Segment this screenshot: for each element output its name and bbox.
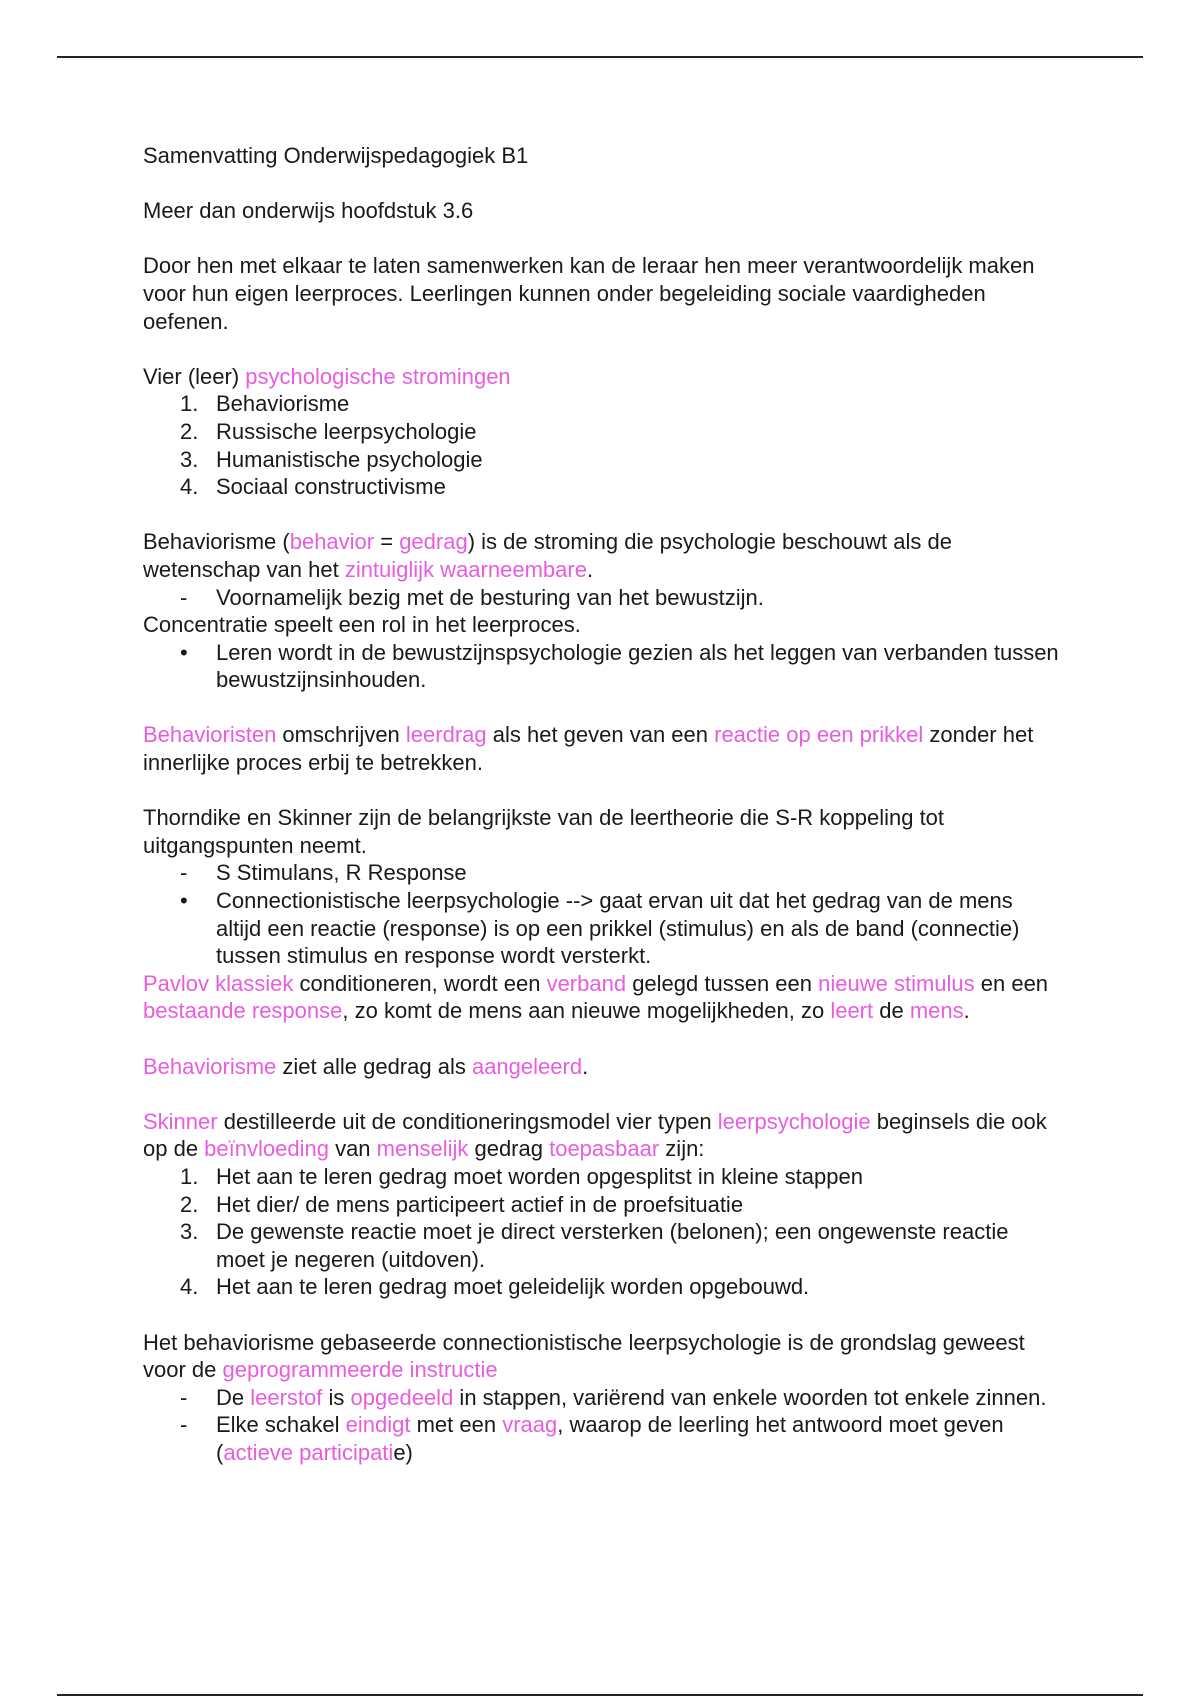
dash-marker: - — [180, 1412, 188, 1438]
dash-marker: - — [180, 1384, 188, 1410]
highlight-opgedeeld: opgedeeld — [350, 1384, 454, 1410]
highlight-behavioristen: Behavioristen — [143, 722, 277, 748]
list-number: 3. — [180, 1219, 199, 1245]
text-run: omschrijven — [276, 722, 406, 748]
streams-prefix: Vier (leer) — [143, 363, 246, 389]
skinner-list — [143, 1163, 1063, 1301]
list-item — [143, 584, 1063, 612]
text-run: beginsels die ook op de — [143, 1108, 1047, 1162]
thorndike-paragraph: Thorndike en Skinner zijn de belangrijkste van de leertheorie die S-R koppeling tot uitgangspunten neemt. — [143, 805, 945, 858]
text-run: De — [216, 1384, 251, 1410]
list-item-text: Russische leerpsychologie — [216, 418, 477, 444]
behaviorists-paragraph — [143, 721, 1063, 776]
list-item — [143, 1191, 1063, 1219]
list-item-text: Behaviorisme — [216, 391, 350, 417]
text-run: van — [328, 1136, 377, 1162]
text-run: Elke schakel — [216, 1412, 346, 1438]
text-run: . — [582, 1053, 589, 1079]
list-item-text: Het aan te leren gedrag moet worden opgesplitst in kleine stappen — [216, 1163, 863, 1189]
highlight-vraag: vraag — [502, 1412, 558, 1438]
highlight-toepasbaar: toepasbaar — [549, 1136, 660, 1162]
highlight-psychologische-stromingen: psychologische stromingen — [245, 363, 511, 389]
text-run: conditioneren, wordt een — [293, 970, 547, 996]
bullet-marker: • — [180, 888, 188, 914]
list-item — [143, 639, 1063, 694]
highlight-leerdrag: leerdrag — [405, 722, 487, 748]
document-title: Samenvatting Onderwijspedagogiek B1 — [143, 143, 529, 168]
text-run: de — [873, 998, 910, 1024]
highlight-geprogrammeerde-instructie: geprogrammeerde instructie — [222, 1357, 498, 1383]
highlight-menselijk: menselijk — [376, 1136, 469, 1162]
bullet-marker: • — [180, 639, 188, 665]
highlight-reactie-op-een-prikkel: reactie op een prikkel — [714, 722, 924, 748]
concentration-line: Concentratie speelt een rol in het leerproces. — [143, 612, 581, 638]
list-item-text: Sociaal constructivisme — [216, 474, 446, 500]
highlight-behavior: behavior — [289, 529, 375, 555]
behaviorism-bullet-list — [143, 639, 1063, 694]
bottom-rule — [57, 1694, 1143, 1696]
dash-marker: - — [180, 584, 188, 610]
text-run: destilleerde uit de conditioneringsmodel vier typen — [217, 1108, 718, 1134]
highlight-eindigt: eindigt — [345, 1412, 411, 1438]
streams-heading — [143, 363, 1063, 391]
text-run: , waarop de leerling het antwoord moet geven ( — [216, 1412, 1004, 1465]
list-number: 1. — [180, 1163, 199, 1189]
list-item-text: De gewenste reactie moet je direct versterken (belonen); een ongewenste reactie moet je negeren (uitdoven). — [216, 1219, 1009, 1272]
list-item — [143, 418, 1063, 446]
highlight-pavlov-klassiek: Pavlov klassiek — [143, 970, 294, 996]
highlight-beinvloeding: beïnvloeding — [204, 1136, 329, 1162]
highlight-bestaande-response: bestaande response — [143, 998, 343, 1024]
intro-paragraph: Door hen met elkaar te laten samenwerken kan de leraar hen meer verantwoordelijk maken voor hun eigen leerproces. Leerlingen kunnen onder begeleiding sociale vaardigheden oefenen. — [143, 253, 1035, 334]
text-run: gelegd tussen een — [626, 970, 819, 996]
list-item-text: Voornamelijk bezig met de besturing van het bewustzijn. — [216, 584, 764, 610]
list-item-text: Leren wordt in de bewustzijnspsychologie gezien als het leggen van verbanden tussen bewustzijnsinhouden. — [216, 639, 1059, 693]
list-number: 2. — [180, 1191, 199, 1217]
behaviorism-dash-list — [143, 584, 1063, 612]
list-item — [143, 1163, 1063, 1191]
text-run: = — [374, 529, 400, 555]
list-item — [143, 1384, 1063, 1412]
list-item-text: S Stimulans, R Response — [216, 860, 467, 886]
programmed-paragraph — [143, 1329, 1063, 1384]
highlight-mens: mens — [909, 998, 964, 1024]
text-run: gedrag — [468, 1136, 550, 1162]
highlight-leert: leert — [830, 998, 874, 1024]
highlight-verband: verband — [546, 970, 627, 996]
text-run: . — [963, 998, 970, 1024]
text-run: e) — [393, 1439, 413, 1465]
chapter-heading: Meer dan onderwijs hoofdstuk 3.6 — [143, 198, 474, 224]
highlight-leerpsychologie: leerpsychologie — [717, 1108, 871, 1134]
text-run: , zo komt de mens aan nieuwe mogelijkheden, zo — [342, 998, 831, 1024]
list-item-text: Het aan te leren gedrag moet geleidelijk worden opgebouwd. — [216, 1274, 810, 1300]
highlight-skinner: Skinner — [143, 1108, 218, 1134]
text-run: en een — [974, 970, 1049, 996]
thorndike-list — [143, 859, 1063, 969]
list-number: 1. — [180, 391, 199, 417]
pavlov-paragraph — [143, 970, 1063, 1025]
text-run: Het behaviorisme gebaseerde connectionistische leerpsychologie is de grondslag geweest voor de — [143, 1329, 1025, 1383]
list-item — [143, 1273, 1063, 1301]
highlight-leerstof: leerstof — [250, 1384, 323, 1410]
text-run: zijn: — [659, 1136, 705, 1162]
dash-marker: - — [180, 860, 188, 886]
text-run: Behaviorisme ( — [143, 529, 290, 555]
text-run: in stappen, variërend van enkele woorden tot enkele zinnen. — [453, 1384, 1047, 1410]
list-number: 4. — [180, 474, 199, 500]
text-run: met een — [410, 1412, 503, 1438]
highlight-zintuiglijk-waarneembare: zintuiglijk waarneembare — [344, 556, 587, 582]
top-rule — [57, 56, 1143, 58]
learned-paragraph — [143, 1053, 1063, 1081]
text-run: is — [322, 1384, 351, 1410]
behaviorism-definition — [143, 528, 1063, 583]
highlight-actieve-participatie: actieve participati — [223, 1439, 394, 1465]
skinner-paragraph — [143, 1108, 1063, 1163]
list-item — [143, 390, 1063, 418]
list-item — [143, 446, 1063, 474]
streams-list — [143, 390, 1063, 500]
text-run: zonder het innerlijke proces erbij te betrekken. — [143, 722, 1034, 776]
list-item — [143, 859, 1063, 887]
list-item-text: Connectionistische leerpsychologie --> gaat ervan uit dat het gedrag van de mens altijd een reactie (response) is op een prikkel (stimulus) en als de band (connectie) tussen stimulus en response wordt versterkt. — [216, 888, 1020, 969]
list-number: 4. — [180, 1274, 199, 1300]
text-run: ) is de stroming die psychologie beschouwt als de wetenschap van het — [143, 529, 952, 582]
list-number: 2. — [180, 418, 199, 444]
highlight-nieuwe-stimulus: nieuwe stimulus — [818, 970, 975, 996]
list-item-text: Het dier/ de mens participeert actief in de proefsituatie — [216, 1191, 744, 1217]
list-item — [143, 1218, 1063, 1273]
list-item — [143, 1411, 1063, 1466]
text-run: ziet alle gedrag als — [276, 1053, 472, 1079]
list-item-text: Humanistische psychologie — [216, 446, 483, 472]
list-item — [143, 887, 1063, 970]
highlight-aangeleerd: aangeleerd — [471, 1053, 583, 1079]
list-number: 3. — [180, 446, 199, 472]
highlight-behaviorisme: Behaviorisme — [143, 1053, 277, 1079]
text-run: als het geven van een — [486, 722, 715, 748]
document-body — [143, 142, 1063, 1467]
highlight-gedrag: gedrag — [399, 529, 468, 555]
list-item — [143, 473, 1063, 501]
text-run: . — [586, 556, 594, 582]
programmed-list — [143, 1384, 1063, 1467]
